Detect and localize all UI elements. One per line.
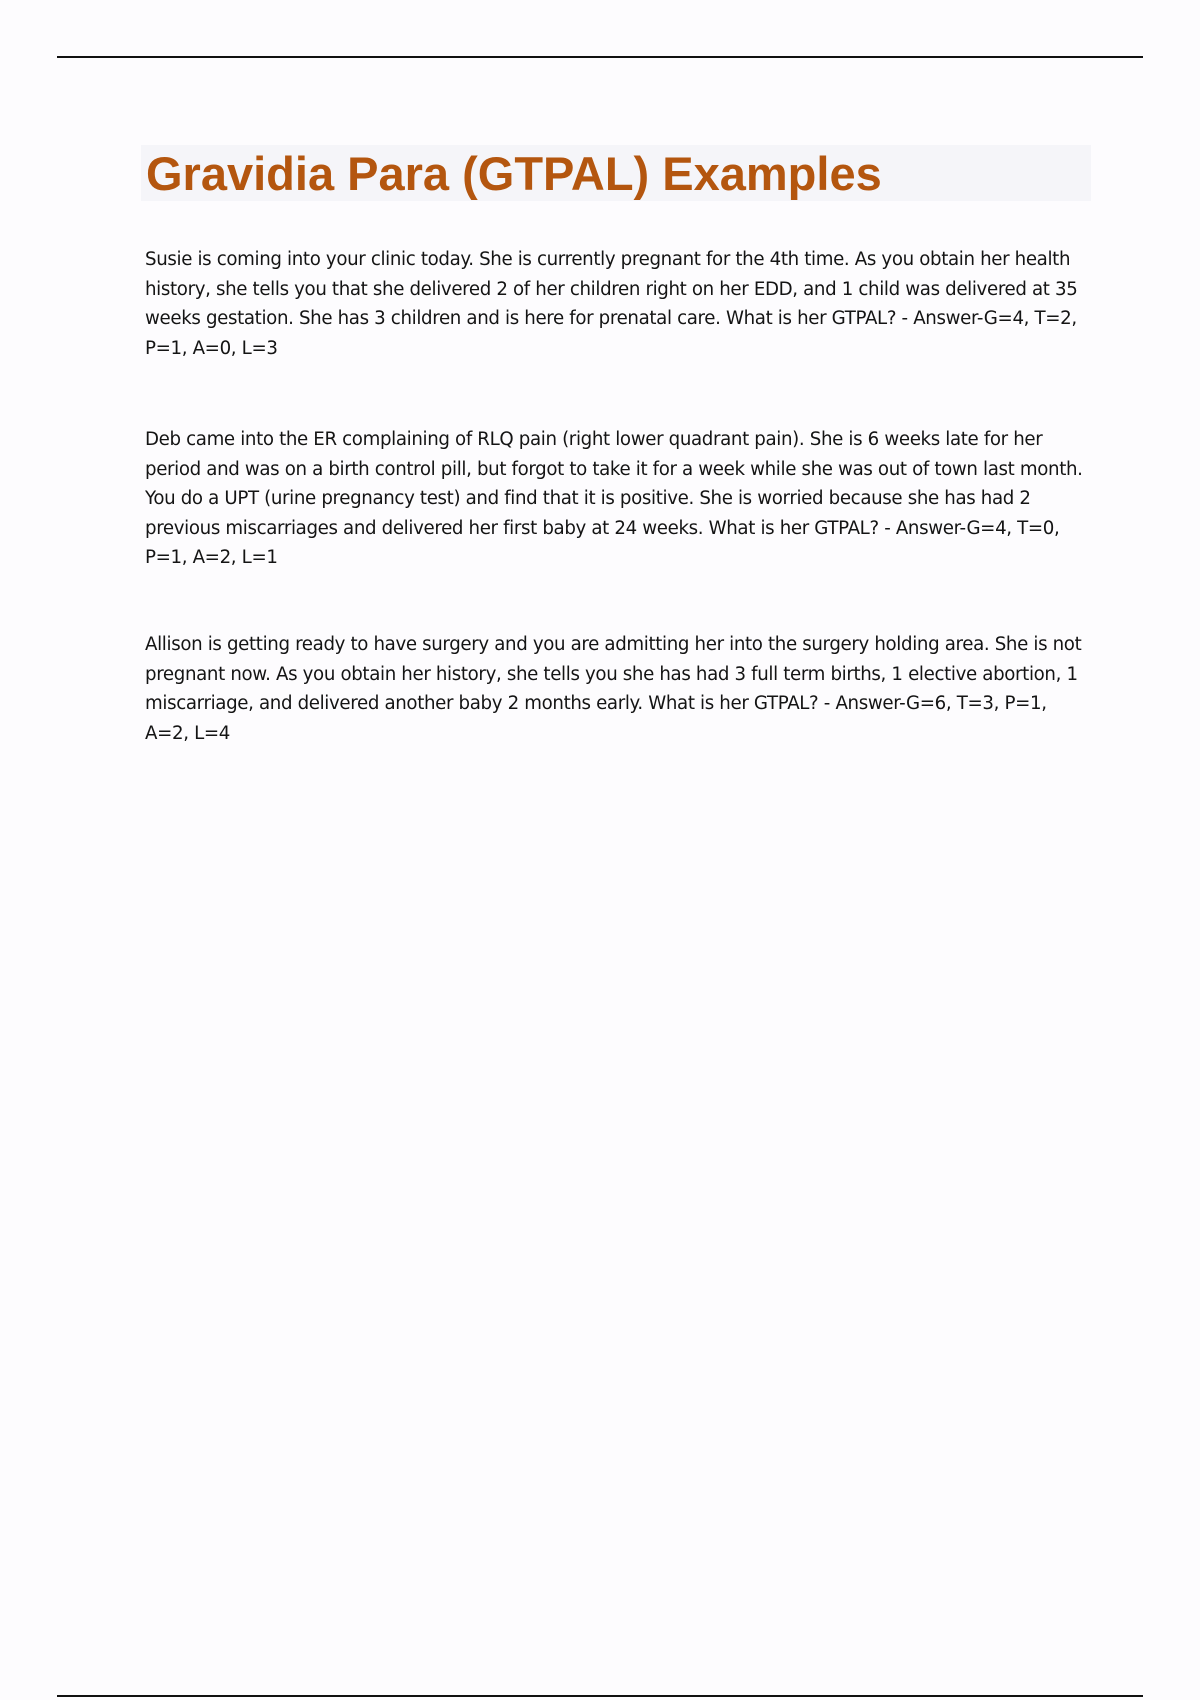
footer-rule	[57, 1695, 1143, 1697]
header-rule	[57, 56, 1143, 58]
page-title: Gravidia Para (GTPAL) Examples	[146, 147, 882, 200]
question-answer-3: Allison is getting ready to have surgery and you are admitting her into the surgery holding area. She is not pregnant now. As you obtain her history, she tells you she has had 3 full term births, 1 elective abortion, 1 miscarriage, and delivered another baby 2 months early. What is her GTPAL? - Answer-G=6, T=3, P=1, A=2, L=4	[145, 634, 1082, 744]
question-answer-1: Susie is coming into your clinic today. She is currently pregnant for the 4th time. As you obtain her health history, she tells you that she delivered 2 of her children right on her EDD, and 1 child was delivered at 35 weeks gestation. She has 3 children and is here for prenatal care. What is her GTPAL? - Answer-G=4, T=2, P=1, A=0, L=3	[145, 249, 1078, 359]
question-answer-2: Deb came into the ER complaining of RLQ pain (right lower quadrant pain). She is 6 weeks late for her period and was on a birth control pill, but forgot to take it for a week while she was out of town last month. You do a UPT (urine pregnancy test) and find that it is positive. She is worried because she has had 2 previous miscarriages and delivered her first baby at 24 weeks. What is her GTPAL? - Answer-G=4, T=0, P=1, A=2, L=1	[145, 429, 1083, 568]
